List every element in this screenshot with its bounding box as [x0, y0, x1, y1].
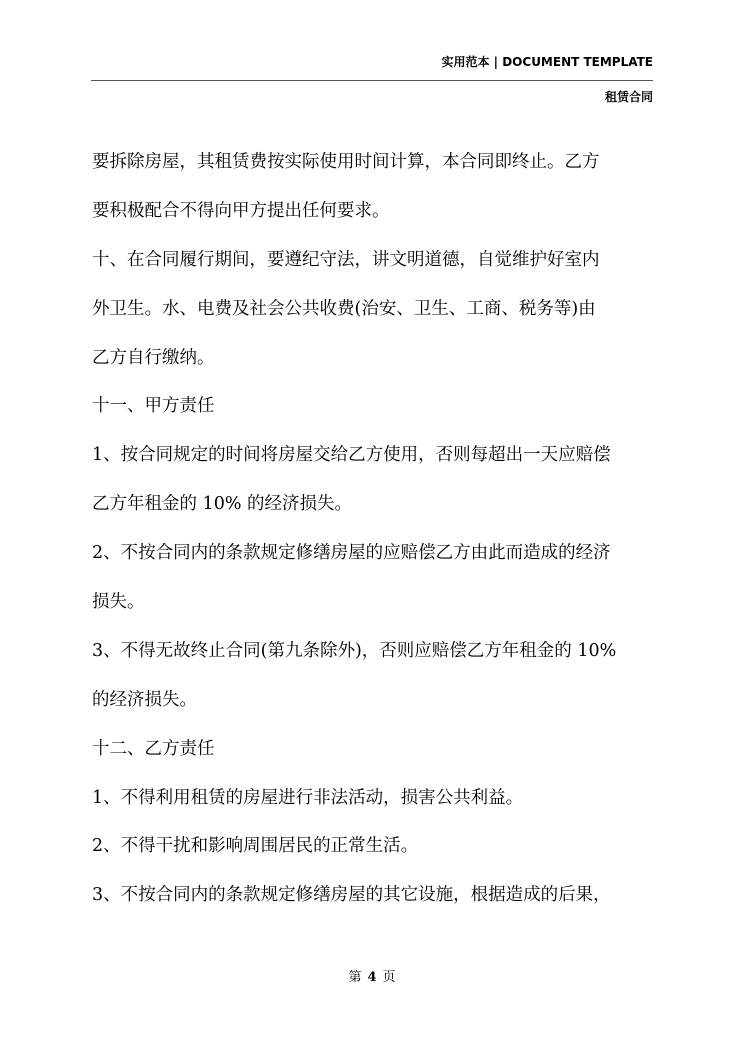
document-body [92, 138, 656, 920]
body-line: 1、不得利用租赁的房屋进行非法活动，损害公共利益。 [92, 787, 524, 808]
section-heading-party-a: 十一、甲方责任 [92, 396, 215, 417]
body-line: 外卫生。水、电费及社会公共收费(治安、卫生、工商、税务等)由 [92, 298, 596, 319]
header-divider [91, 80, 653, 81]
footer-suffix: 页 [382, 970, 396, 985]
body-line: 的经济损失。 [92, 689, 197, 710]
body-line: 3、不按合同内的条款规定修缮房屋的其它设施，根据造成的后果， [92, 885, 611, 906]
body-line: 要拆除房屋，其租赁费按实际使用时间计算，本合同即终止。乙方 [92, 152, 600, 172]
body-line: 乙方年租金的 10% 的经济损失。 [92, 494, 353, 515]
body-line: 2、不按合同内的条款规定修缮房屋的应赔偿乙方由此而造成的经济 [92, 543, 611, 564]
header-title: 实用范本 | DOCUMENT TEMPLATE [441, 55, 653, 69]
header-subtitle: 租赁合同 [604, 90, 653, 104]
body-line: 要积极配合不得向甲方提出任何要求。 [92, 200, 390, 221]
footer-prefix: 第 [348, 970, 362, 985]
body-line: 乙方自行缴纳。 [92, 347, 215, 368]
section-heading-party-b: 十二、乙方责任 [92, 738, 215, 759]
body-line: 2、不得干扰和影响周围居民的正常生活。 [92, 836, 419, 857]
body-line: 3、不得无故终止合同(第九条除外)，否则应赔偿乙方年租金的 10% [92, 640, 617, 661]
clause-10-line: 十、在合同履行期间，要遵纪守法，讲文明道德，自觉维护好室内 [92, 249, 600, 270]
body-line: 1、按合同规定的时间将房屋交给乙方使用，否则每超出一天应赔偿 [92, 445, 611, 466]
body-line: 损失。 [92, 592, 145, 613]
page-footer [0, 966, 744, 985]
page-number: 4 [367, 970, 377, 985]
